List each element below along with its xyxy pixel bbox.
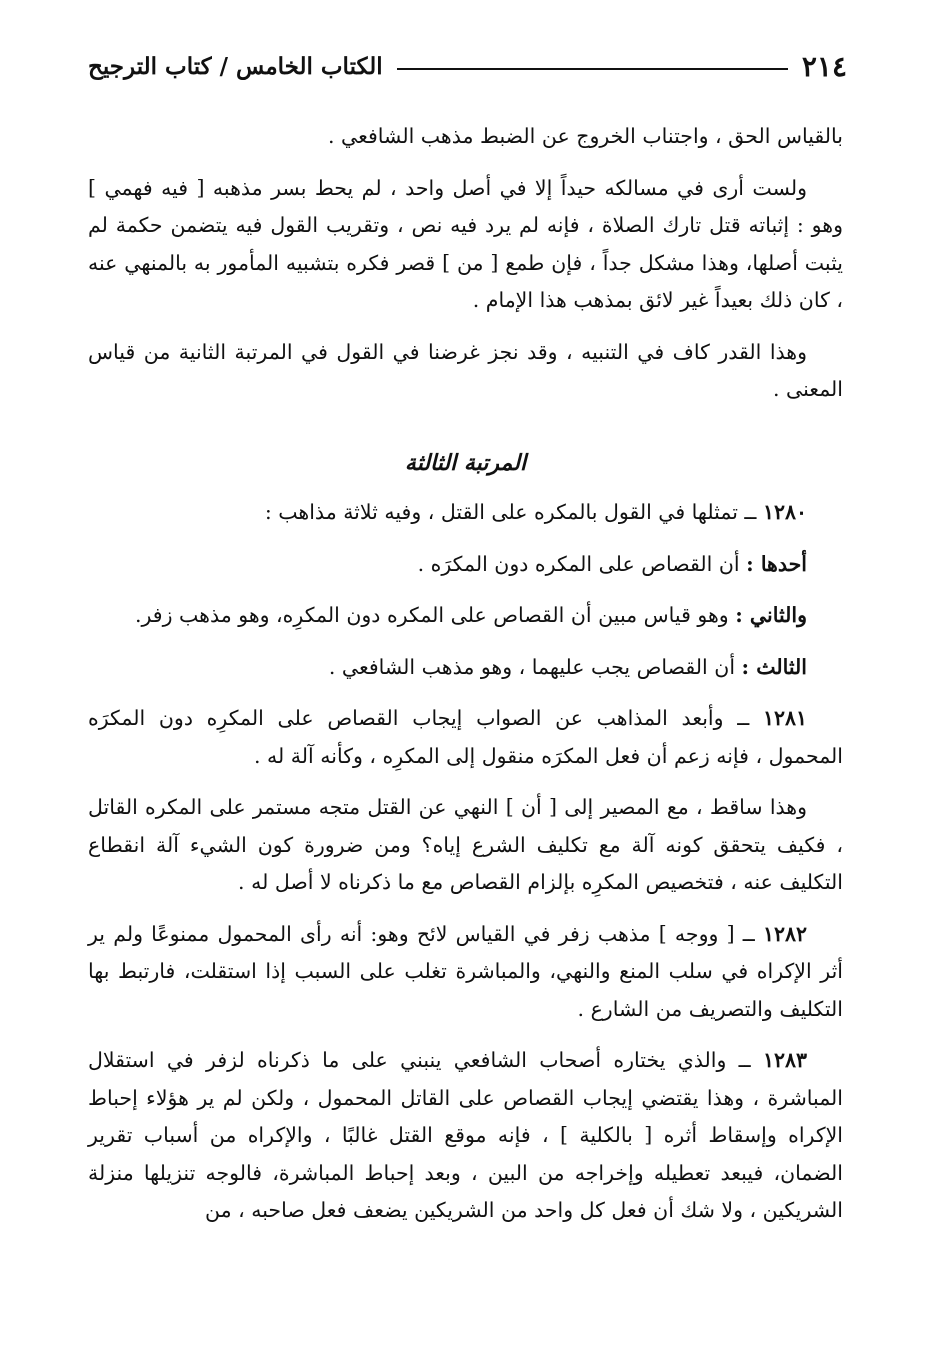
page-number: ٢١٤ (801, 49, 847, 83)
item-text: ــ تمثلها في القول بالمكره على القتل ، وفيه ثلاثة مذاهب : (264, 500, 763, 524)
opinion-third (88, 649, 843, 687)
item-number: ١٢٨٢ (762, 921, 807, 946)
header-rule (397, 68, 788, 70)
item-number: ١٢٨١ (762, 706, 807, 730)
section-title: المرتبة الثالثة (404, 449, 527, 476)
running-title: الكتاب الخامس / كتاب الترجيح (88, 52, 383, 80)
page-body (88, 118, 843, 1244)
opinion-second (88, 597, 843, 635)
opinion-label: والثاني : (735, 603, 807, 627)
item-number: ١٢٨٣ (762, 1048, 807, 1072)
item-number: ١٢٨٠ (762, 500, 807, 524)
item-text: ــ [ ووجه ] مذهب زفر في القياس لائح وهو: أنه رأى المحمول ممنوعًا ولم ير أثر الإكراه في سلب المنع والنهي، والمباشرة تغلب على السبب إذا استقلت، فارتبط بها التكليف والتصريف من الشارع . (88, 921, 843, 1021)
paragraph: بالقياس الحق ، واجتناب الخروج عن الضبط مذهب الشافعي . (327, 124, 843, 148)
opinion-text: أن القصاص على المكره دون المكرَه . (417, 551, 747, 576)
item-1283 (88, 1042, 843, 1230)
item-1282 (88, 916, 843, 1029)
paragraph: ولست أرى في مسالكه حيداً إلا في أصل واحد ، لم يحط بسر مذهبه [ فيه فهمي ] وهو : إثباته قتل تارك الصلاة ، فإنه لم يرد فيه نص ، وتقريب القول فيه يتضمن حكمة لم يثبت أصلها، وهذا مشكل جداً ، فإن طمع [ من ] قصر فكره بتشبيه المأمور به بالمنهي عنه ، كان ذلك بعيداً غير لائق بمذهب هذا الإمام . (88, 175, 843, 312)
item-text: ــ والذي يختاره أصحاب الشافعي ينبني على ما ذكرناه لزفر في استقلال المباشرة ، وهذا يقتضي إيجاب القصاص على القاتل المحمول ، ولكن لم ير هؤلاء إحباط الإكراه وإسقاط أثره [ بالكلية ] ، فإنه موقع القتل غالبًا ، والإكراه من أسباب تقرير الضمان، فيبعد تعطيله وإخراجه من البين ، وبعد إحباط المباشرة، فالوجه تنزيلها منزلة الشريكين ، ولا شك أن فعل كل واحد من الشريكين يضعف فعل صاحبه ، من (88, 1048, 843, 1222)
paragraph: وهذا القدر كاف في التنبيه ، وقد نجز غرضنا في القول في المرتبة الثانية من قياس المعنى . (88, 339, 843, 401)
opinion-first (88, 546, 843, 584)
opinion-label: الثالث : (741, 654, 807, 679)
item-text: ــ وأبعد المذاهب عن الصواب إيجاب القصاص على المكرِه دون المكرَه المحمول ، فإنه زعم أن فعل المكرَه منقول إلى المكرِه ، وكأنه آلة له . (88, 706, 843, 768)
opinion-label: أحدها : (746, 551, 807, 576)
item-1280 (88, 494, 843, 532)
item-1281 (88, 700, 843, 775)
paragraph: وهذا ساقط ، مع المصير إلى [ أن ] النهي عن القتل متجه مستمر على المكره القاتل ، فكيف يتحقق كونه آلة مع تكليف الشرع إياه؟ ومن ضرورة كون الشيء آلة انقطاع التكليف عنه ، فتخصيص المكرِه بإلزام القصاص مع ما ذكرناه لا أصل له . (88, 795, 843, 894)
page-header (88, 44, 847, 88)
opinion-text: وهو قياس مبين أن القصاص على المكره دون المكرِه، وهو مذهب زفر. (134, 603, 736, 627)
opinion-text: أن القصاص يجب عليهما ، وهو مذهب الشافعي . (328, 654, 742, 679)
